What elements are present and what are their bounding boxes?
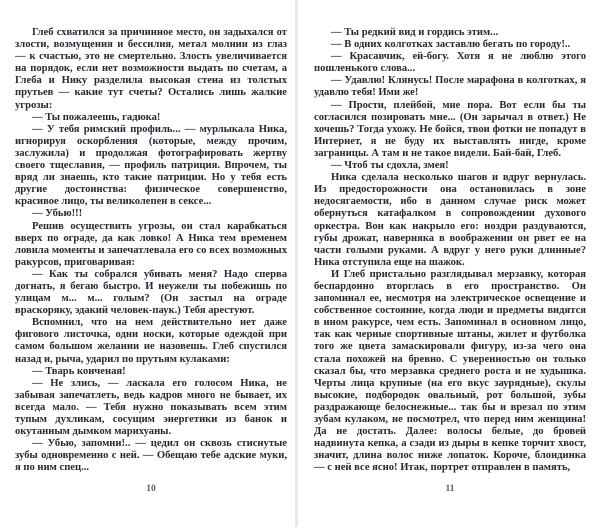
paragraph: — Убью!!! (32, 208, 83, 220)
page-right-text (314, 0, 586, 474)
paragraph: Вспомнил, что на нем действительно нет даже фигового листочка, одни носки, которые одеждой при самом большом желании не назовешь. Глеб спустился назад и, рыча, ударил по прутьям кулаками: (15, 317, 287, 365)
paragraph: — В одних колготках заставлю бегать по городу!.. (331, 39, 571, 51)
paragraph: — Красавчик, ей-богу. Хотя я не люблю этого пошленького слова... (314, 51, 586, 75)
page-left-number: 10 (146, 484, 156, 494)
paragraph: — Прости, плейбой, мне пора. Вот если бы ты согласился позировать мне... (Он зарычал в ответ.) Не хочешь? Тогда ухожу. Не бойся, твои фотки не попадут в Интернет, я не буду их выставлять нигде, кроме заграницы. А там и не такое видели. Бай-бай, Глеб. (314, 99, 586, 159)
paragraph: И Глеб пристально разглядывал мерзавку, которая беспардонно вторглась в его пространство. Он запоминал ее, несмотря на электрическое освещение и собственное состояние, когда люди и предметы видятся в ином ракурсе, чем есть. Запоминал в основном лицо, так как черные спортивные штаны, жилет и футболка того же цвета замаскировали фигуру, из-за чего она стала похожей на бревно. С уверенностью он только сказал бы, что мерзавка среднего роста и не худышка. Черты лица крупные (на его вкус заурядные), скулы высокие, подбородок овальный, рот большой, зубы раздражающе белоснежные... так бы и врезал по этим зубам кулаком, не посмотрел, что перед ним женщина! Да не достать. Далее: волосы белые, до бровей надвинута кепка, а сзади из дыры в кепке торчит хвост, значит, длина волос ниже лопаток. Короче, блондинка — с ней все ясно! Итак, портрет отправлен в память, (314, 268, 586, 474)
page-right[interactable] (314, 0, 586, 527)
page-right-number: 11 (445, 484, 455, 494)
paragraph: — Убью, запомни!.. — цедил он сквозь стиснутые зубы одновременно с ней. — Обещаю тебе адские муки, я по ним спец... (15, 438, 287, 474)
paragraph: — Ты пожалеешь, гадюка! (32, 111, 161, 123)
paragraph: Ника сделала несколько шагов и вдруг вернулась. Из предосторожности она остановилась в зоне недосягаемости, ибо в данном случае риск может обернуться катафалком в сопровождении духового оркестра. Вон как накрыло его: ноздри раздуваются, губы дрожат, наверняка в воображении он рвет ее на части голыми руками. А вдруг у него руки длинные? Ника отступила еще на шажок. (314, 172, 586, 268)
paragraph: — Как ты собрался убивать меня? Надо сперва догнать, я бегаю быстро. И неужели ты побежишь по улицам м... м... голым? (Он застыл на ограде враскоряку, эдакий человек-паук.) Тебя арестуют. (15, 268, 287, 317)
paragraph: — Тварь конченая! (32, 365, 126, 377)
paragraph: Решив осуществить угрозы, он стал карабкаться вверх по ограде, да как ловко! А Ника тем временем ловила моменты и запечатлевала его со всех возможных ракурсов, приговаривая: (15, 220, 287, 268)
page-left-text (15, 0, 287, 474)
paragraph: — Ты редкий вид и гордись этим... (331, 27, 499, 38)
page-gutter-divider (295, 0, 298, 527)
paragraph: — Не злись, — ласкала его голосом Ника, не забывая запечатлеть, ведь кадров много не бывает, их всегда мало. — Тебя нужно показывать всем этим тупым духликам, сосущим энергетики из банок и окутанным дымком марихуаны. (15, 377, 287, 438)
paragraph: — У тебя римский профиль... — мурлыкала Ника, игнорируя оскорбления (которые, между прочим, заслужила) и продолжая фотографировать жертву своего тщеславия, — профиль патриция. Впрочем, ты вряд ли знаешь, кто такие патриции. Но у тебя есть другие достоинства: физическое совершенство, красивое лицо, ты великолепен в сексе... (15, 123, 287, 208)
paragraph: — Удавлю! Клянусь! После марафона в колготках, я удавлю тебя! Ими же! (314, 75, 586, 99)
page-left[interactable] (15, 0, 287, 527)
paragraph: — Чтоб ты сдохла, змея! (331, 160, 449, 172)
paragraph: Глеб схватился за причинное место, он задыхался от злости, возмущения и бессилия, метал молнии из глаз — к счастью, это не смертельно. Злость увеличивается на порядок, если нет возможности выдать по счетам, а Глеба и Нику разделила высокая стена из толстых прутьев — какие тут счеты? Остались лишь жалкие угрозы: (15, 27, 287, 111)
